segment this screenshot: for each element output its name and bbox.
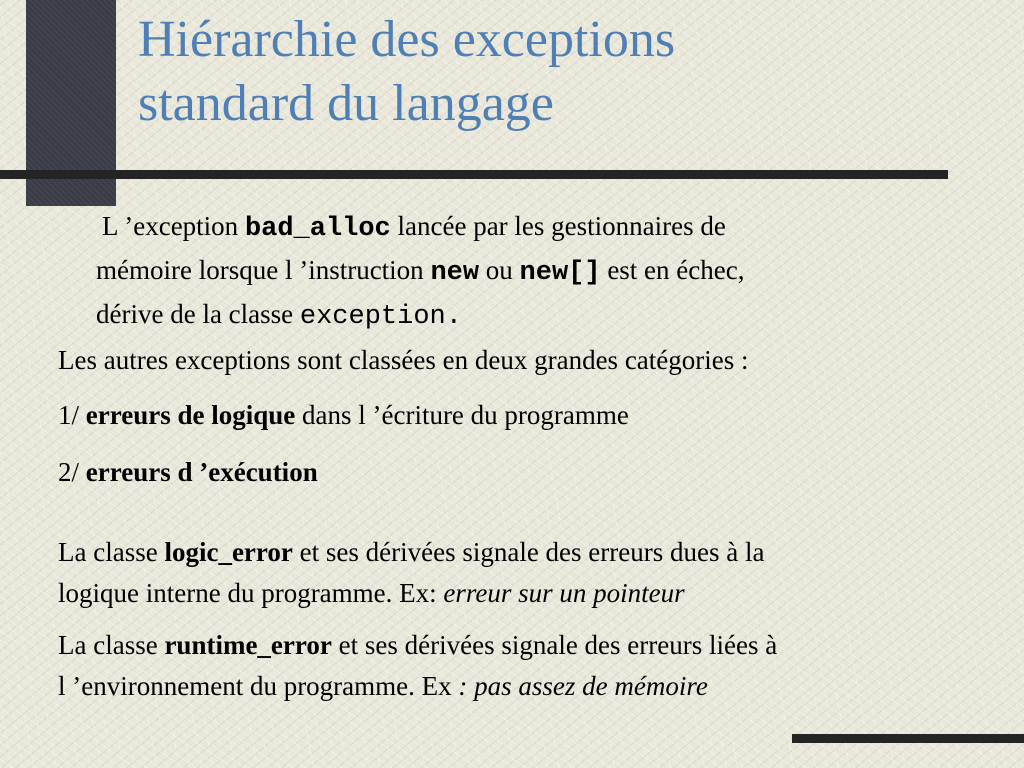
text: ou: [479, 255, 520, 285]
code-new: new: [430, 258, 480, 288]
bad-alloc-line-1: [96, 206, 744, 250]
text: L ’exception: [102, 211, 245, 241]
logic-error-paragraph: [58, 532, 764, 614]
text: et ses dérivées signale des erreurs liées à: [331, 630, 778, 660]
bad-alloc-line-3: [96, 294, 744, 338]
text: lancée par les gestionnaires de: [390, 211, 726, 241]
text: dérive de la classe: [96, 299, 300, 329]
text: La classe: [58, 537, 165, 567]
category-description: dans l ’écriture du programme: [295, 400, 629, 430]
bad-alloc-line-2: [96, 250, 744, 294]
title-line-2: standard du langage: [138, 75, 554, 132]
bad-alloc-paragraph: [96, 206, 744, 338]
text: logique interne du programme. Ex:: [58, 578, 444, 608]
code-new-array: new[]: [519, 258, 601, 288]
bottom-divider-line: [792, 734, 1024, 743]
text: l ’environnement du programme. Ex: [58, 671, 459, 701]
title-line-1: Hiérarchie des exceptions: [138, 11, 676, 68]
text: La classe: [58, 630, 165, 660]
slide-title: [138, 8, 978, 136]
category-number: 2/: [58, 457, 86, 487]
category-name: erreurs de logique: [85, 400, 296, 430]
category-1: [58, 395, 629, 436]
category-2: [58, 452, 318, 493]
category-name: erreurs d ’exécution: [85, 457, 318, 487]
text: mémoire lorsque l ’instruction: [96, 255, 431, 285]
category-number: 1/: [58, 400, 86, 430]
code-bad-alloc: bad_alloc: [244, 214, 391, 244]
text: et ses dérivées signale des erreurs dues à la: [292, 537, 765, 567]
runtime-error-line-1: [58, 625, 777, 666]
runtime-error-paragraph: [58, 625, 777, 707]
code-exception: exception.: [299, 302, 462, 332]
runtime-error-example: : pas assez de mémoire: [458, 671, 708, 701]
class-runtime-error: runtime_error: [164, 630, 332, 660]
title-divider-line: [0, 170, 948, 179]
class-logic-error: logic_error: [164, 537, 293, 567]
categories-intro: Les autres exceptions sont classées en deux grandes catégories :: [58, 345, 749, 375]
logic-error-example: erreur sur un pointeur: [443, 578, 685, 608]
text: est en échec,: [600, 255, 745, 285]
logic-error-line-1: [58, 532, 764, 573]
runtime-error-line-2: [58, 666, 777, 707]
logic-error-line-2: [58, 573, 764, 614]
